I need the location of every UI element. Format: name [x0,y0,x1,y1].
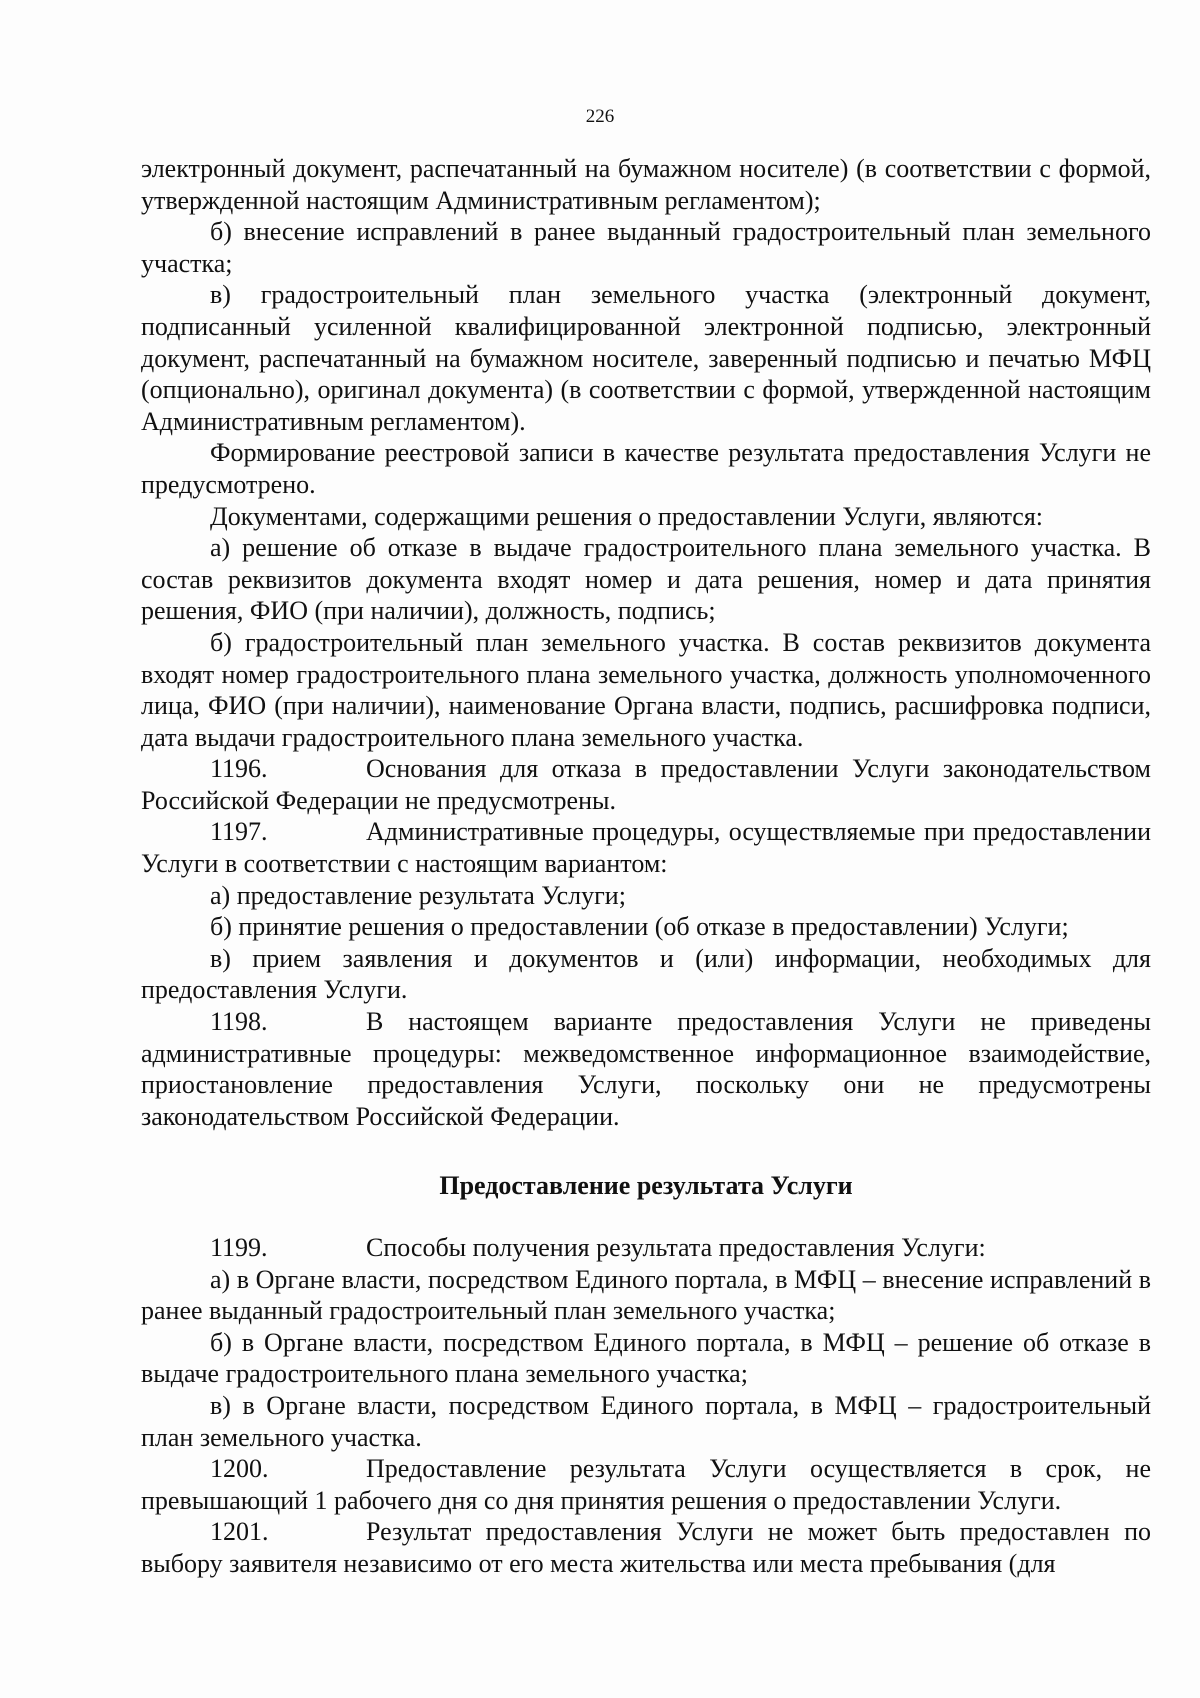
paragraph-text: в) в Органе власти, посредством Единого портала, в МФЦ – градостроительный план земельного участка. [141,1390,1151,1452]
paragraph-number: 1196. [210,754,268,784]
paragraph [141,216,1151,279]
paragraph-text: Формирование реестровой записи в качестве результата предоставления Услуги не предусмотрено. [141,438,1151,499]
paragraph-number: 1201. [210,1517,269,1547]
paragraph-text: электронный документ, распечатанный на бумажном носителе) (в соответствии с формой, утвержденной настоящим Административным регламентом); [141,154,1151,215]
paragraph-text: В настоящем варианте предоставления Услуги не приведены административные процедуры: межведомственное информационное взаимодействие, приостановление предоставления Услуги, поскольку они не предусмотрены законодательством Российской Федерации. [141,1007,1151,1131]
paragraph-text: а) в Органе власти, посредством Единого портала, в МФЦ – внесение исправлений в ранее выданный градостроительный план земельного участка; [141,1264,1151,1326]
paragraph-number: 1199. [210,1233,268,1262]
paragraph-number: 1200. [210,1454,269,1484]
paragraph [141,437,1151,500]
paragraph-number: 1197. [210,817,268,847]
paragraph-text: Результат предоставления Услуги не может быть предоставлен по выбору заявителя независимо от его места жительства или места пребывания (для [141,1517,1151,1578]
paragraph [141,911,1151,943]
paragraph-text: в) градостроительный план земельного участка (электронный документ, подписанный усиленной квалифицированной электронной подписью, электронный документ, распечатанный на бумажном носителе, заверенный подписью и печатью МФЦ (опционально), оригинал документа) (в соответствии с формой, утвержденной настоящим Административным регламентом). [141,280,1151,436]
paragraph [141,501,1151,533]
numbered-paragraph [141,753,1151,816]
numbered-paragraph [141,1006,1151,1132]
paragraph-text: Способы получения результата предоставления Услуги: [366,1233,986,1262]
paragraph-text: в) прием заявления и документов и (или) информации, необходимых для предоставления Услуги. [141,943,1151,1005]
numbered-paragraph [141,1232,1151,1264]
paragraph-text: а) решение об отказе в выдаче градостроительного плана земельного участка. В состав реквизитов документа входят номер и дата решения, номер и дата принятия решения, ФИО (при наличии), должность, подпись; [141,533,1151,626]
paragraph [141,880,1151,912]
document-body [141,153,1151,1580]
paragraph [141,532,1151,627]
paragraph-text: б) внесение исправлений в ранее выданный градостроительный план земельного участка; [141,217,1151,278]
paragraph-text: б) в Органе власти, посредством Единого портала, в МФЦ – решение об отказе в выдаче градостроительного плана земельного участка; [141,1327,1151,1389]
paragraph [141,1390,1151,1453]
paragraph-text: Административные процедуры, осуществляемые при предоставлении Услуги в соответствии с настоящим вариантом: [141,817,1151,879]
paragraph-text: б) принятие решения о предоставлении (об отказе в предоставлении) Услуги; [210,912,1069,942]
paragraph [141,1327,1151,1390]
page-number: 226 [585,106,615,127]
paragraph-text: Основания для отказа в предоставлении Услуги законодательством Российской Федерации не предусмотрены. [141,754,1151,815]
numbered-paragraph [141,1516,1151,1579]
paragraph-text: б) градостроительный план земельного участка. В состав реквизитов документа входят номер градостроительного плана земельного участка, должность уполномоченного лица, ФИО (при наличии), наименование Органа власти, подпись, расшифровка подписи, дата выдачи градостроительного плана земельного участка. [141,627,1151,752]
body-section-top [141,153,1151,1132]
paragraph-number: 1198. [210,1007,268,1037]
body-section-bottom [141,1232,1151,1580]
paragraph-text: Документами, содержащими решения о предоставлении Услуги, являются: [210,501,1044,531]
numbered-paragraph [141,816,1151,879]
paragraph [141,627,1151,753]
paragraph [141,279,1151,437]
numbered-paragraph [141,1453,1151,1516]
paragraph [141,1264,1151,1327]
paragraph-continuation [141,153,1151,216]
paragraph-text: а) предоставление результата Услуги; [210,880,626,910]
section-heading: Предоставление результата Услуги [439,1171,853,1201]
paragraph-text: Предоставление результата Услуги осуществляется в срок, не превышающий 1 рабочего дня со дня принятия решения о предоставлении Услуги. [141,1454,1151,1515]
paragraph [141,943,1151,1006]
